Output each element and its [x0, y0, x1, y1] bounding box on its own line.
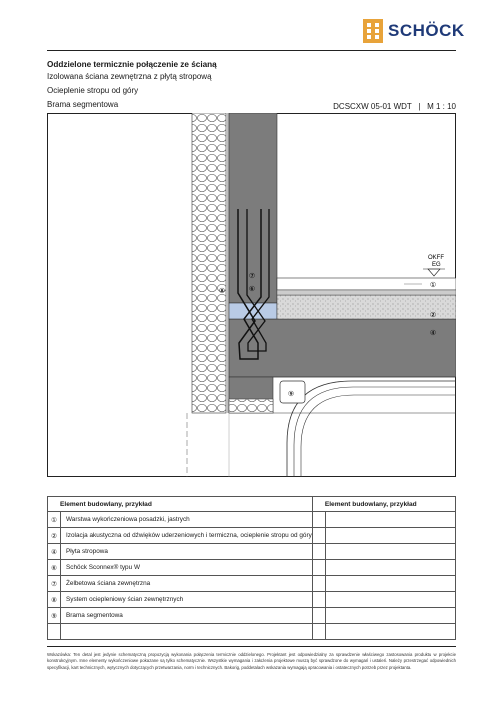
legend-row-text-right [325, 608, 455, 624]
legend-row-number-right [312, 528, 325, 544]
legend-header-left: Element budowlany, przykład [48, 497, 313, 512]
legend-row [48, 608, 456, 624]
legend-row-text-right [325, 528, 455, 544]
drawing-code-scale: DCSCXW 05-01 WDT | M 1 : 10 [333, 102, 456, 111]
legend-row-number-right [312, 592, 325, 608]
schoeck-logo [363, 18, 465, 44]
footer-divider [47, 646, 456, 647]
marker-2: ② [429, 312, 437, 319]
floor-slab [229, 319, 456, 377]
legend-row-text: Schöck Sconnex® typu W [61, 560, 313, 576]
legend-row-text-right [325, 592, 455, 608]
brand-name: SCHÖCK [388, 21, 465, 40]
level-label-eg: EG [432, 262, 441, 268]
legend-row-text: System ociepleniowy ścian zewnętrznych [61, 592, 313, 608]
detail-drawing [47, 113, 456, 477]
legend-row-number: ④ [48, 544, 61, 560]
marker-4: ④ [429, 330, 437, 337]
legend-row-number-right [312, 576, 325, 592]
legend-row [48, 592, 456, 608]
marker-8: ⑧ [218, 288, 226, 295]
segment-gate-track [287, 381, 456, 477]
level-label-okff: OKFF [428, 255, 444, 261]
plaster-layer [226, 113, 229, 413]
legend-row [48, 528, 456, 544]
legend-row-text: Izolacja akustyczna od dźwięków uderzeniowych i termiczna, ocieplenie stropu od góry [61, 528, 313, 544]
schoeck-logo-icon [363, 19, 383, 43]
legend-row-text: Warstwa wykończeniowa posadzki, jastrych [61, 512, 313, 528]
marker-9: ⑨ [287, 391, 295, 398]
subtitle-line-3: Brama segmentowa [47, 100, 119, 109]
facade-insulation [192, 113, 226, 413]
legend-row [48, 624, 456, 640]
legend-row-number: ② [48, 528, 61, 544]
legend-row-text-right [325, 512, 455, 528]
legend-row-text [61, 624, 313, 640]
legend-row-number: ⑨ [48, 608, 61, 624]
legend-row-text: Brama segmentowa [61, 608, 313, 624]
legend-row [48, 576, 456, 592]
legend-row-number-right [312, 512, 325, 528]
legend-row-text-right [325, 624, 455, 640]
footnote-text: Wskazówka: Ten detal jest jedynie schematyczną propozycją wykonania połączenia termicznie oddzielonego. Projektant jest odpowiedzialny za sprawdzenie właściwego zastosowania produktu w projekcie konstrukcyjnym. Inne elementy wykończeniowe pokazane są tylko schematycznie. Wszystkie wymagania i założenia projektowe muszą być sprawdzone do wymagań i ustaleń. Należy przestrzegać odpowiednich specyfikacji, kart technicznych, wytycznych dotyczących przetwarzania, norm i technicznych. Bakorig, poddetalach wskazania wymagają opracowania i ostatecznych potrzeb przez projektanta. [47, 652, 456, 670]
legend-header-right: Element budowlany, przykład [312, 497, 455, 512]
level-arrow-icon [428, 269, 440, 276]
legend-row-text-right [325, 576, 455, 592]
legend-row-text: Żelbetowa ściana zewnętrzna [61, 576, 313, 592]
legend-table [47, 496, 456, 640]
legend-row-text-right [325, 560, 455, 576]
legend-row-text: Płyta stropowa [61, 544, 313, 560]
legend-row-number-right [312, 624, 325, 640]
legend-row-number [48, 624, 61, 640]
legend-row-number: ⑥ [48, 560, 61, 576]
legend-row-number-right [312, 544, 325, 560]
marker-7: ⑦ [248, 273, 256, 280]
document-title: Oddzielone termicznie połączenie ze ścianą [47, 60, 217, 69]
legend-row-number: ⑧ [48, 592, 61, 608]
header-divider [47, 50, 456, 51]
legend-row-number-right [312, 560, 325, 576]
subtitle-line-2: Ocieplenie stropu od góry [47, 86, 139, 95]
legend-row-number: ⑦ [48, 576, 61, 592]
marker-6: ⑥ [248, 286, 256, 293]
legend-row-number: ① [48, 512, 61, 528]
subtitle-line-1: Izolowana ściana zewnętrzna z płytą stropową [47, 72, 212, 81]
legend-row-text-right [325, 544, 455, 560]
legend-row [48, 544, 456, 560]
legend-row [48, 560, 456, 576]
lower-wall-insulation [229, 399, 273, 413]
legend-row-number-right [312, 608, 325, 624]
legend-row [48, 512, 456, 528]
legend-header-row [48, 497, 456, 512]
marker-1: ① [429, 282, 437, 289]
